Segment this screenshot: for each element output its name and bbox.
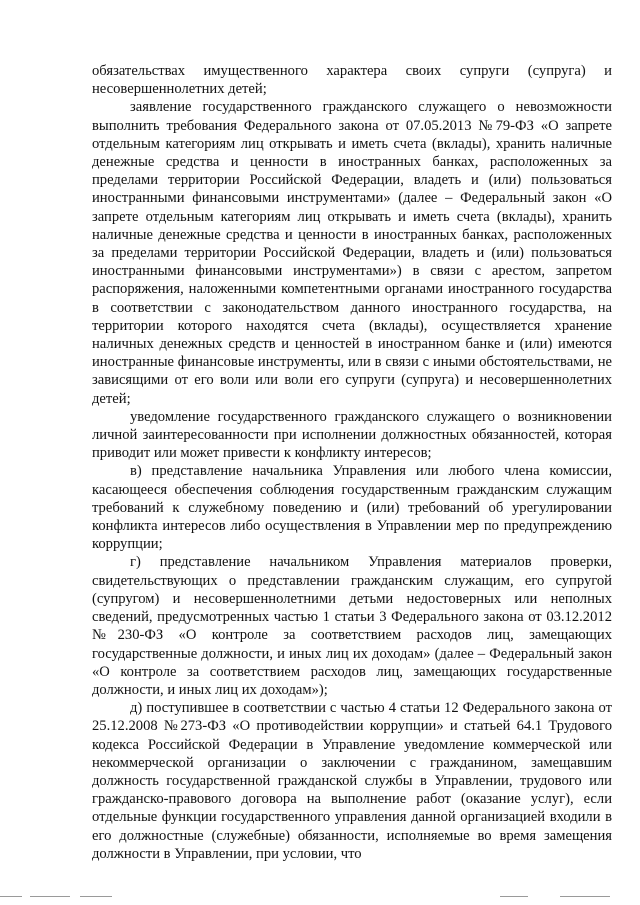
paragraph-statement-impossibility: заявление государственного гражданского служащего о невозможности выполнить требования Федерального закона от 07.05.2013 №79-ФЗ «О запрете отдельным категориям лиц открывать и иметь счета (вклады), хранить наличные денежные средства и ценности в иностранных банках, расположенных за пределами территории Российской Федерации, владеть и (или) пользоваться иностранными финансовыми инструментами» (далее – Федеральный закон «О запрете отдельным категориям лиц открывать и иметь счета (вклады), хранить наличные денежные средства и ценности в иностранных банках, расположенных за пределами территории Российской Федерации, владеть и (или) пользоваться иностранными финансовыми инструментами») в связи с арестом, запретом распоряжения, наложенными компетентными органами иностранного государства в соответствии с законодательством данного иностранного государства, на территории которого находятся счета (вклады), осуществляется хранение наличных денежных средств и ценностей в иностранном банке и (или) имеются иностранные финансовые инструменты, или в связи с иными обстоятельствами, не зависящими от его воли или воли его супруги (супруга) и несовершеннолетних детей; xyxy=(92,99,612,407)
paragraph-item-d: д) поступившее в соответствии с частью 4 статьи 12 Федерального закона от 25.12.2008 №273-ФЗ «О противодействии коррупции» и статьей 64.1 Трудового кодекса Российской Федерации в Управление уведомление коммерческой или некоммерческой организации о заключении с гражданином, замещавшим должность государственной гражданской службы в Управлении, трудового или гражданско-правового договора на выполнение работ (оказание услуг), если отдельные функции государственного управления данной организацией входили в его должностные (служебные) обязанности, исполняемые во время замещения должности в Управлении, при условии, что xyxy=(92,700,612,862)
paragraph-continuation: обязательствах имущественного характера своих супруги (супруга) и несовершеннолетних детей; xyxy=(92,63,612,98)
scan-edge-line xyxy=(500,896,528,897)
scan-edge-marks xyxy=(0,890,640,905)
document-body xyxy=(92,62,612,863)
scan-edge-line xyxy=(80,896,112,897)
paragraph-item-v: в) представление начальника Управления или любого члена комиссии, касающееся обеспечения соблюдения государственным гражданским служащим требований к служебному поведению и (или) требований об урегулировании конфликта интересов либо осуществления в Управлении мер по предупреждению коррупции; xyxy=(92,463,612,553)
paragraph-item-g: г) представление начальником Управления материалов проверки, свидетельствующих о представлении гражданским служащим, его супругой (супругом) и несовершеннолетними детьми недостоверных или неполных сведений, предусмотренных частью 1 статьи 3 Федерального закона от 03.12.2012 №230-ФЗ «О контроле за соответствием расходов лиц, замещающих государственные должности, и иных лиц их доходам» (далее – Федеральный закон «О контроле за соответствием расходов лиц, замещающих государственные должности, и иных лиц их доходам»); xyxy=(92,554,612,698)
paragraph-notice-conflict-interest: уведомление государственного гражданского служащего о возникновении личной заинтересованности при исполнении должностных обязанностей, которая приводит или может привести к конфликту интересов; xyxy=(92,408,612,462)
scan-edge-line xyxy=(0,896,22,897)
scan-edge-line xyxy=(560,896,610,897)
scan-edge-line xyxy=(30,896,70,897)
